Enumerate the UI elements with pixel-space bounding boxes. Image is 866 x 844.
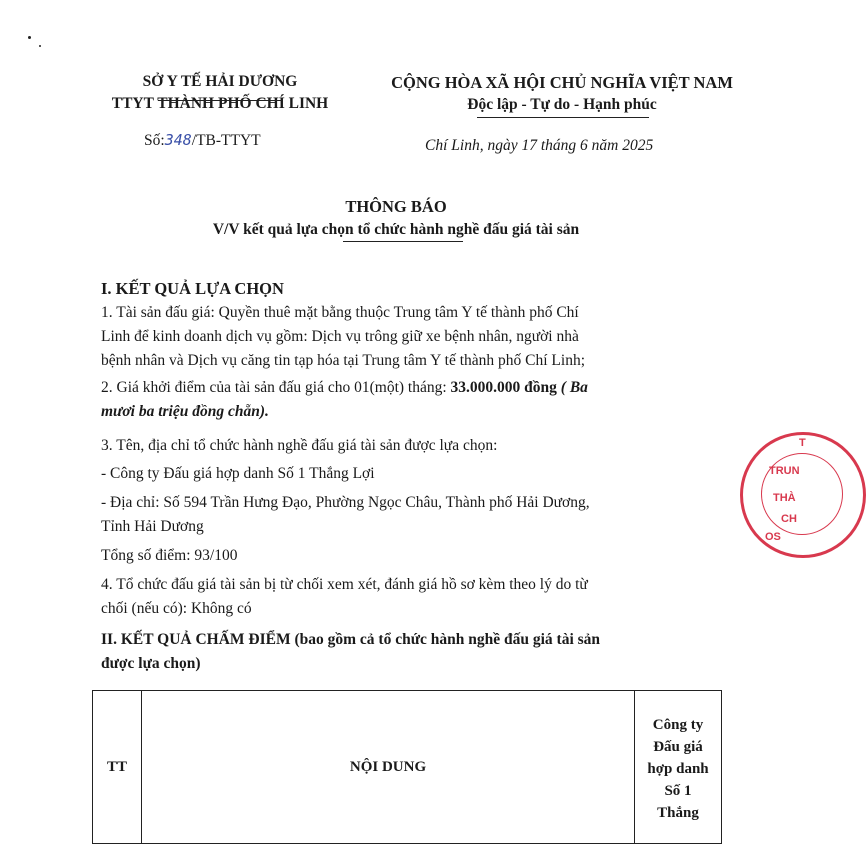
document-subtitle: V/V kết quả lựa chọn tổ chức hành nghề đấu giá tài sản <box>212 221 580 238</box>
company-header-line: hợp danh <box>647 760 709 777</box>
scan-speck <box>39 45 41 47</box>
item-1-line-2: Linh để kinh doanh dịch vụ gồm: Dịch vụ trông giữ xe bệnh nhân, người nhà <box>101 328 579 345</box>
selected-company: - Công ty Đấu giá hợp danh Số 1 Thắng Lợi <box>101 465 375 482</box>
document-title: THÔNG BÁO <box>345 197 447 216</box>
address-line-2: Tỉnh Hải Dương <box>101 518 204 535</box>
official-stamp <box>740 432 866 558</box>
price-words-start: ( Ba <box>556 379 588 396</box>
section-1-heading: I. KẾT QUẢ LỰA CHỌN <box>101 279 284 298</box>
document-number-suffix: /TB-TTYT <box>191 132 261 149</box>
table-header-company <box>635 691 722 844</box>
nation-motto: Độc lập - Tự do - Hạnh phúc <box>467 96 657 113</box>
item-1-line-1: 1. Tài sản đấu giá: Quyền thuê mặt bằng thuộc Trung tâm Y tế thành phố Chí <box>101 304 579 321</box>
stamp-text: CH <box>781 513 797 525</box>
nation-title: CỘNG HÒA XÃ HỘI CHỦ NGHĨA VIỆT NAM <box>391 73 733 92</box>
stamp-text: TRUN <box>769 465 800 477</box>
company-header-line: Công ty <box>652 716 704 733</box>
company-header-line: Đấu giá <box>653 738 703 755</box>
scan-speck <box>28 36 31 39</box>
table-header-tt: TT <box>93 691 142 844</box>
section-2-heading-line-1: II. KẾT QUẢ CHẤM ĐIỂM (bao gồm cả tổ chức hành nghề đấu giá tài sản <box>101 631 601 648</box>
table-header-row <box>93 691 722 844</box>
date-line: Chí Linh, ngày 17 tháng 6 năm 2025 <box>425 137 654 154</box>
company-header-line: Số 1 <box>664 782 692 799</box>
address-line-1: - Địa chỉ: Số 594 Trần Hưng Đạo, Phường Ngọc Châu, Thành phố Hải Dương, <box>101 494 590 511</box>
org-line-1: SỞ Y TẾ HẢI DƯƠNG <box>142 73 298 90</box>
stamp-text: T <box>799 437 806 449</box>
document-number <box>144 131 261 150</box>
subtitle-underline <box>343 241 463 242</box>
total-score: Tổng số điểm: 93/100 <box>101 547 238 564</box>
item-4-line-2: chối (nếu có): Không có <box>101 600 252 617</box>
item-1-line-3: bệnh nhân và Dịch vụ căng tin tạp hóa tại Trung tâm Y tế thành phố Chí Linh; <box>101 352 586 369</box>
stamp-text: OS <box>765 531 781 543</box>
document-number-prefix: Số: <box>144 132 165 149</box>
score-table <box>92 690 722 844</box>
item-2-text: 2. Giá khởi điểm của tài sản đấu giá cho 01(một) tháng: <box>101 379 451 396</box>
stamp-text: THÀ <box>773 492 796 504</box>
table-header-content: NỘI DUNG <box>142 691 635 844</box>
starting-price: 33.000.000 đồng <box>450 379 557 396</box>
org-underline <box>158 100 282 101</box>
company-header-line: Thắng <box>657 804 699 821</box>
item-2-line-1 <box>101 379 588 397</box>
document-number-value: 348 <box>164 131 192 149</box>
motto-underline <box>477 117 649 118</box>
section-2-heading-line-2: được lựa chọn) <box>101 655 201 672</box>
org-line-2: TTYT THÀNH PHỐ CHÍ LINH <box>111 95 329 112</box>
item-4-line-1: 4. Tổ chức đấu giá tài sản bị từ chối xem xét, đánh giá hồ sơ kèm theo lý do từ <box>101 576 588 593</box>
price-words: mươi ba triệu đồng chẵn). <box>101 403 269 420</box>
item-3: 3. Tên, địa chỉ tổ chức hành nghề đấu giá tài sản được lựa chọn: <box>101 437 498 454</box>
